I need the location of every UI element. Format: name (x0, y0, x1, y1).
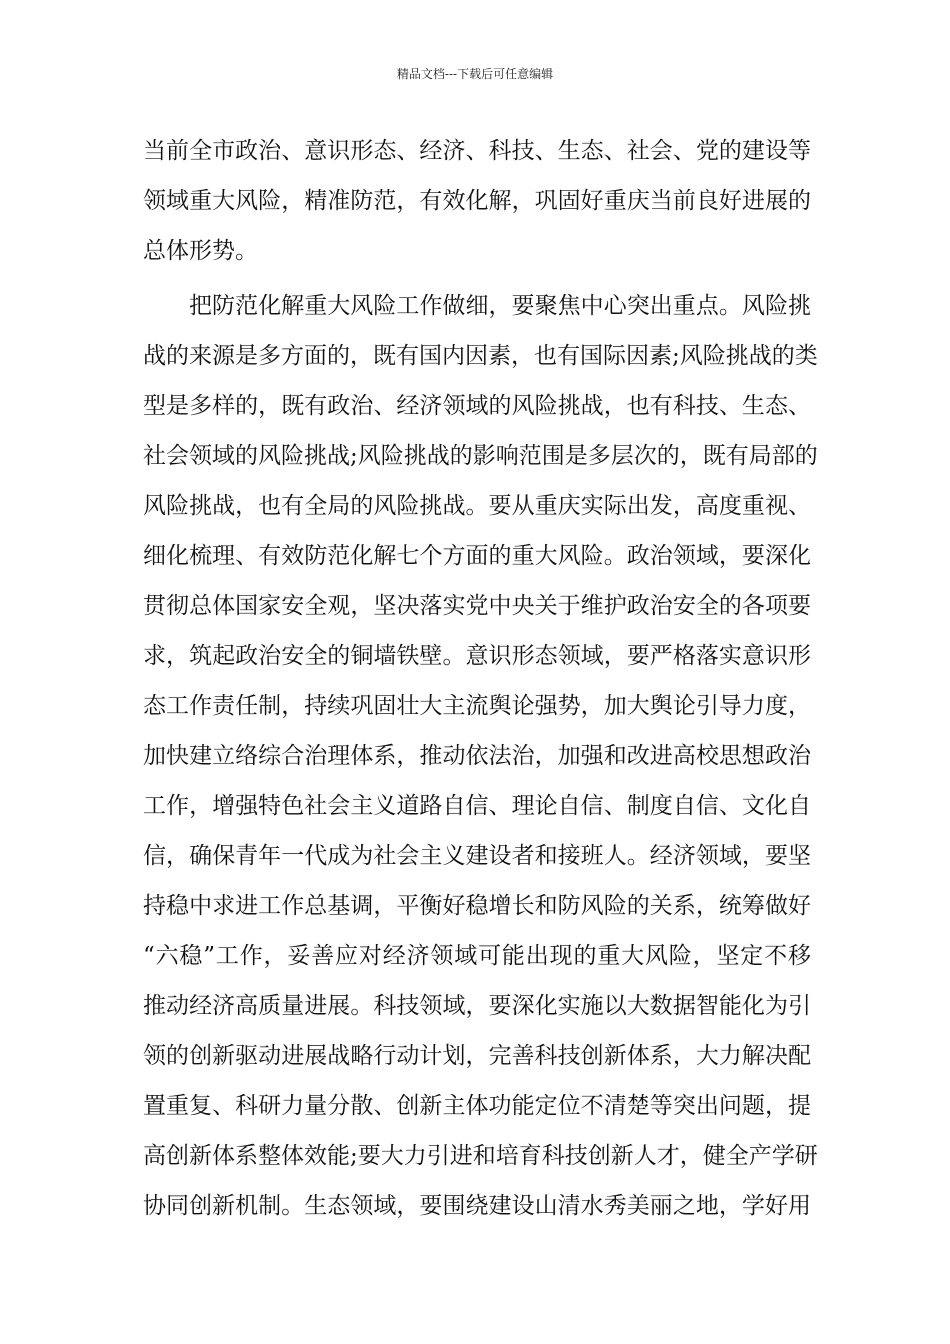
text-line: 信，确保青年一代成为社会主义建设者和接班人。经济领域，要坚 (143, 843, 811, 869)
paragraph-2 (143, 281, 818, 1231)
text-line: 贯彻总体国家安全观，坚决落实党中央关于维护政治安全的各项要 (143, 593, 811, 619)
text-line: 高创新体系整体效能;要大力引进和培育科技创新人才，健全产学研 (143, 1143, 818, 1169)
text-line: 细化梳理、有效防范化解七个方面的重大风险。政治领域，要深化 (143, 543, 811, 569)
text-line: 社会领域的风险挑战;风险挑战的影响范围是多层次的，既有局部的 (143, 443, 818, 469)
text-line: “六稳”工作，妥善应对经济领域可能出现的重大风险，坚定不移 (143, 943, 811, 969)
text-line: 工作，增强特色社会主义道路自信、理论自信、制度自信、文化自 (143, 793, 811, 819)
text-line: 风险挑战，也有全局的风险挑战。要从重庆实际出发，高度重视、 (143, 493, 811, 519)
text-line: 领域重大风险，精准防范，有效化解，巩固好重庆当前良好进展的 (143, 188, 811, 214)
document-body (143, 126, 818, 1231)
text-line: 置重复、科研力量分散、创新主体功能定位不清楚等突出问题，提 (143, 1093, 811, 1119)
text-line: 把防范化解重大风险工作做细，要聚焦中心突出重点。风险挑 (189, 293, 811, 319)
text-line: 领的创新驱动进展战略行动计划，完善科技创新体系，大力解决配 (143, 1043, 811, 1069)
text-line: 持稳中求进工作总基调，平衡好稳增长和防风险的关系，统筹做好 (143, 893, 811, 919)
text-line: 战的来源是多方面的，既有国内因素，也有国际因素;风险挑战的类 (143, 343, 818, 369)
text-line: 协同创新机制。生态领域，要围绕建设山清水秀美丽之地，学好用 (143, 1193, 811, 1219)
text-line: 型是多样的，既有政治、经济领域的风险挑战，也有科技、生态、 (143, 393, 811, 419)
page-header: 精品文档---下载后可任意编辑 (396, 67, 554, 81)
text-line: 总体形势。 (143, 238, 258, 264)
text-line: 推动经济高质量进展。科技领域，要深化实施以大数据智能化为引 (143, 993, 811, 1019)
paragraph-1 (143, 126, 811, 276)
text-line: 加快建立络综合治理体系，推动依法治，加强和改进高校思想政治 (143, 743, 811, 769)
text-line: 态工作责任制，持续巩固壮大主流舆论强势，加大舆论引导力度， (143, 693, 811, 719)
text-line: 求，筑起政治安全的铜墙铁壁。意识形态领域，要严格落实意识形 (143, 643, 811, 669)
text-line: 当前全市政治、意识形态、经济、科技、生态、社会、党的建设等 (143, 138, 811, 164)
